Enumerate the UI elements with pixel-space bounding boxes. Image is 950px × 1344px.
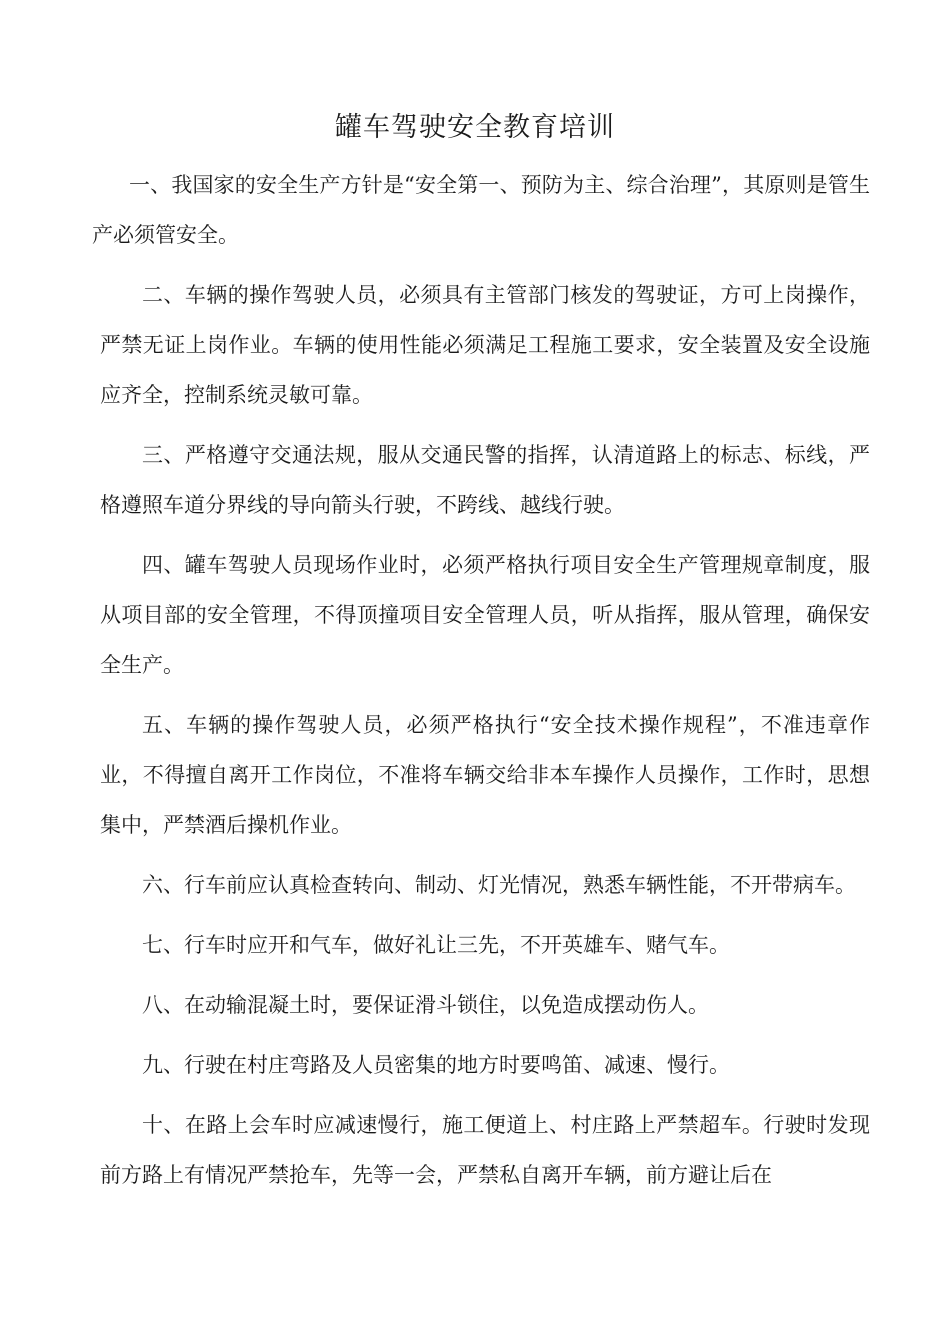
- paragraph-9: 九、行驶在村庄弯路及人员密集的地方时要鸣笛、减速、慢行。: [142, 1053, 730, 1077]
- paragraph-7: 七、行车时应开和气车，做好礼让三先，不开英雄车、赌气车。: [142, 933, 730, 957]
- paragraph-3: 三、严格遵守交通法规，服从交通民警的指挥，认清道路上的标志、标线，严格遵照车道分界线的导向箭头行驶，不跨线、越线行驶。: [100, 443, 870, 517]
- paragraph-5: 五、车辆的操作驾驶人员，必须严格执行“安全技术操作规程”，不准违章作业，不得擅自离开工作岗位，不准将车辆交给非本车操作人员操作，工作时，思想集中，严禁酒后操机作业。: [100, 713, 870, 837]
- paragraph-6: 六、行车前应认真检查转向、制动、灯光情况，熟悉车辆性能，不开带病车。: [142, 873, 856, 897]
- paragraph-4: 四、罐车驾驶人员现场作业时，必须严格执行项目安全生产管理规章制度，服从项目部的安全管理，不得顶撞项目安全管理人员，听从指挥，服从管理，确保安全生产。: [100, 553, 870, 677]
- document-body: [92, 160, 870, 1210]
- paragraph-1: 一、我国家的安全生产方针是“安全第一、预防为主、综合治理”，其原则是管生产必须管安全。: [92, 173, 870, 247]
- paragraph-8: 八、在动输混凝土时，要保证滑斗锁住，以免造成摆动伤人。: [142, 993, 709, 1017]
- paragraph-2: 二、车辆的操作驾驶人员，必须具有主管部门核发的驾驶证，方可上岗操作，严禁无证上岗作业。车辆的使用性能必须满足工程施工要求，安全装置及安全设施应齐全，控制系统灵敏可靠。: [100, 283, 870, 407]
- paragraph-10: 十、在路上会车时应减速慢行，施工便道上、村庄路上严禁超车。行驶时发现前方路上有情况严禁抢车，先等一会，严禁私自离开车辆，前方避让后在: [100, 1113, 870, 1187]
- document-title: 罐车驾驶安全教育培训: [335, 112, 615, 143]
